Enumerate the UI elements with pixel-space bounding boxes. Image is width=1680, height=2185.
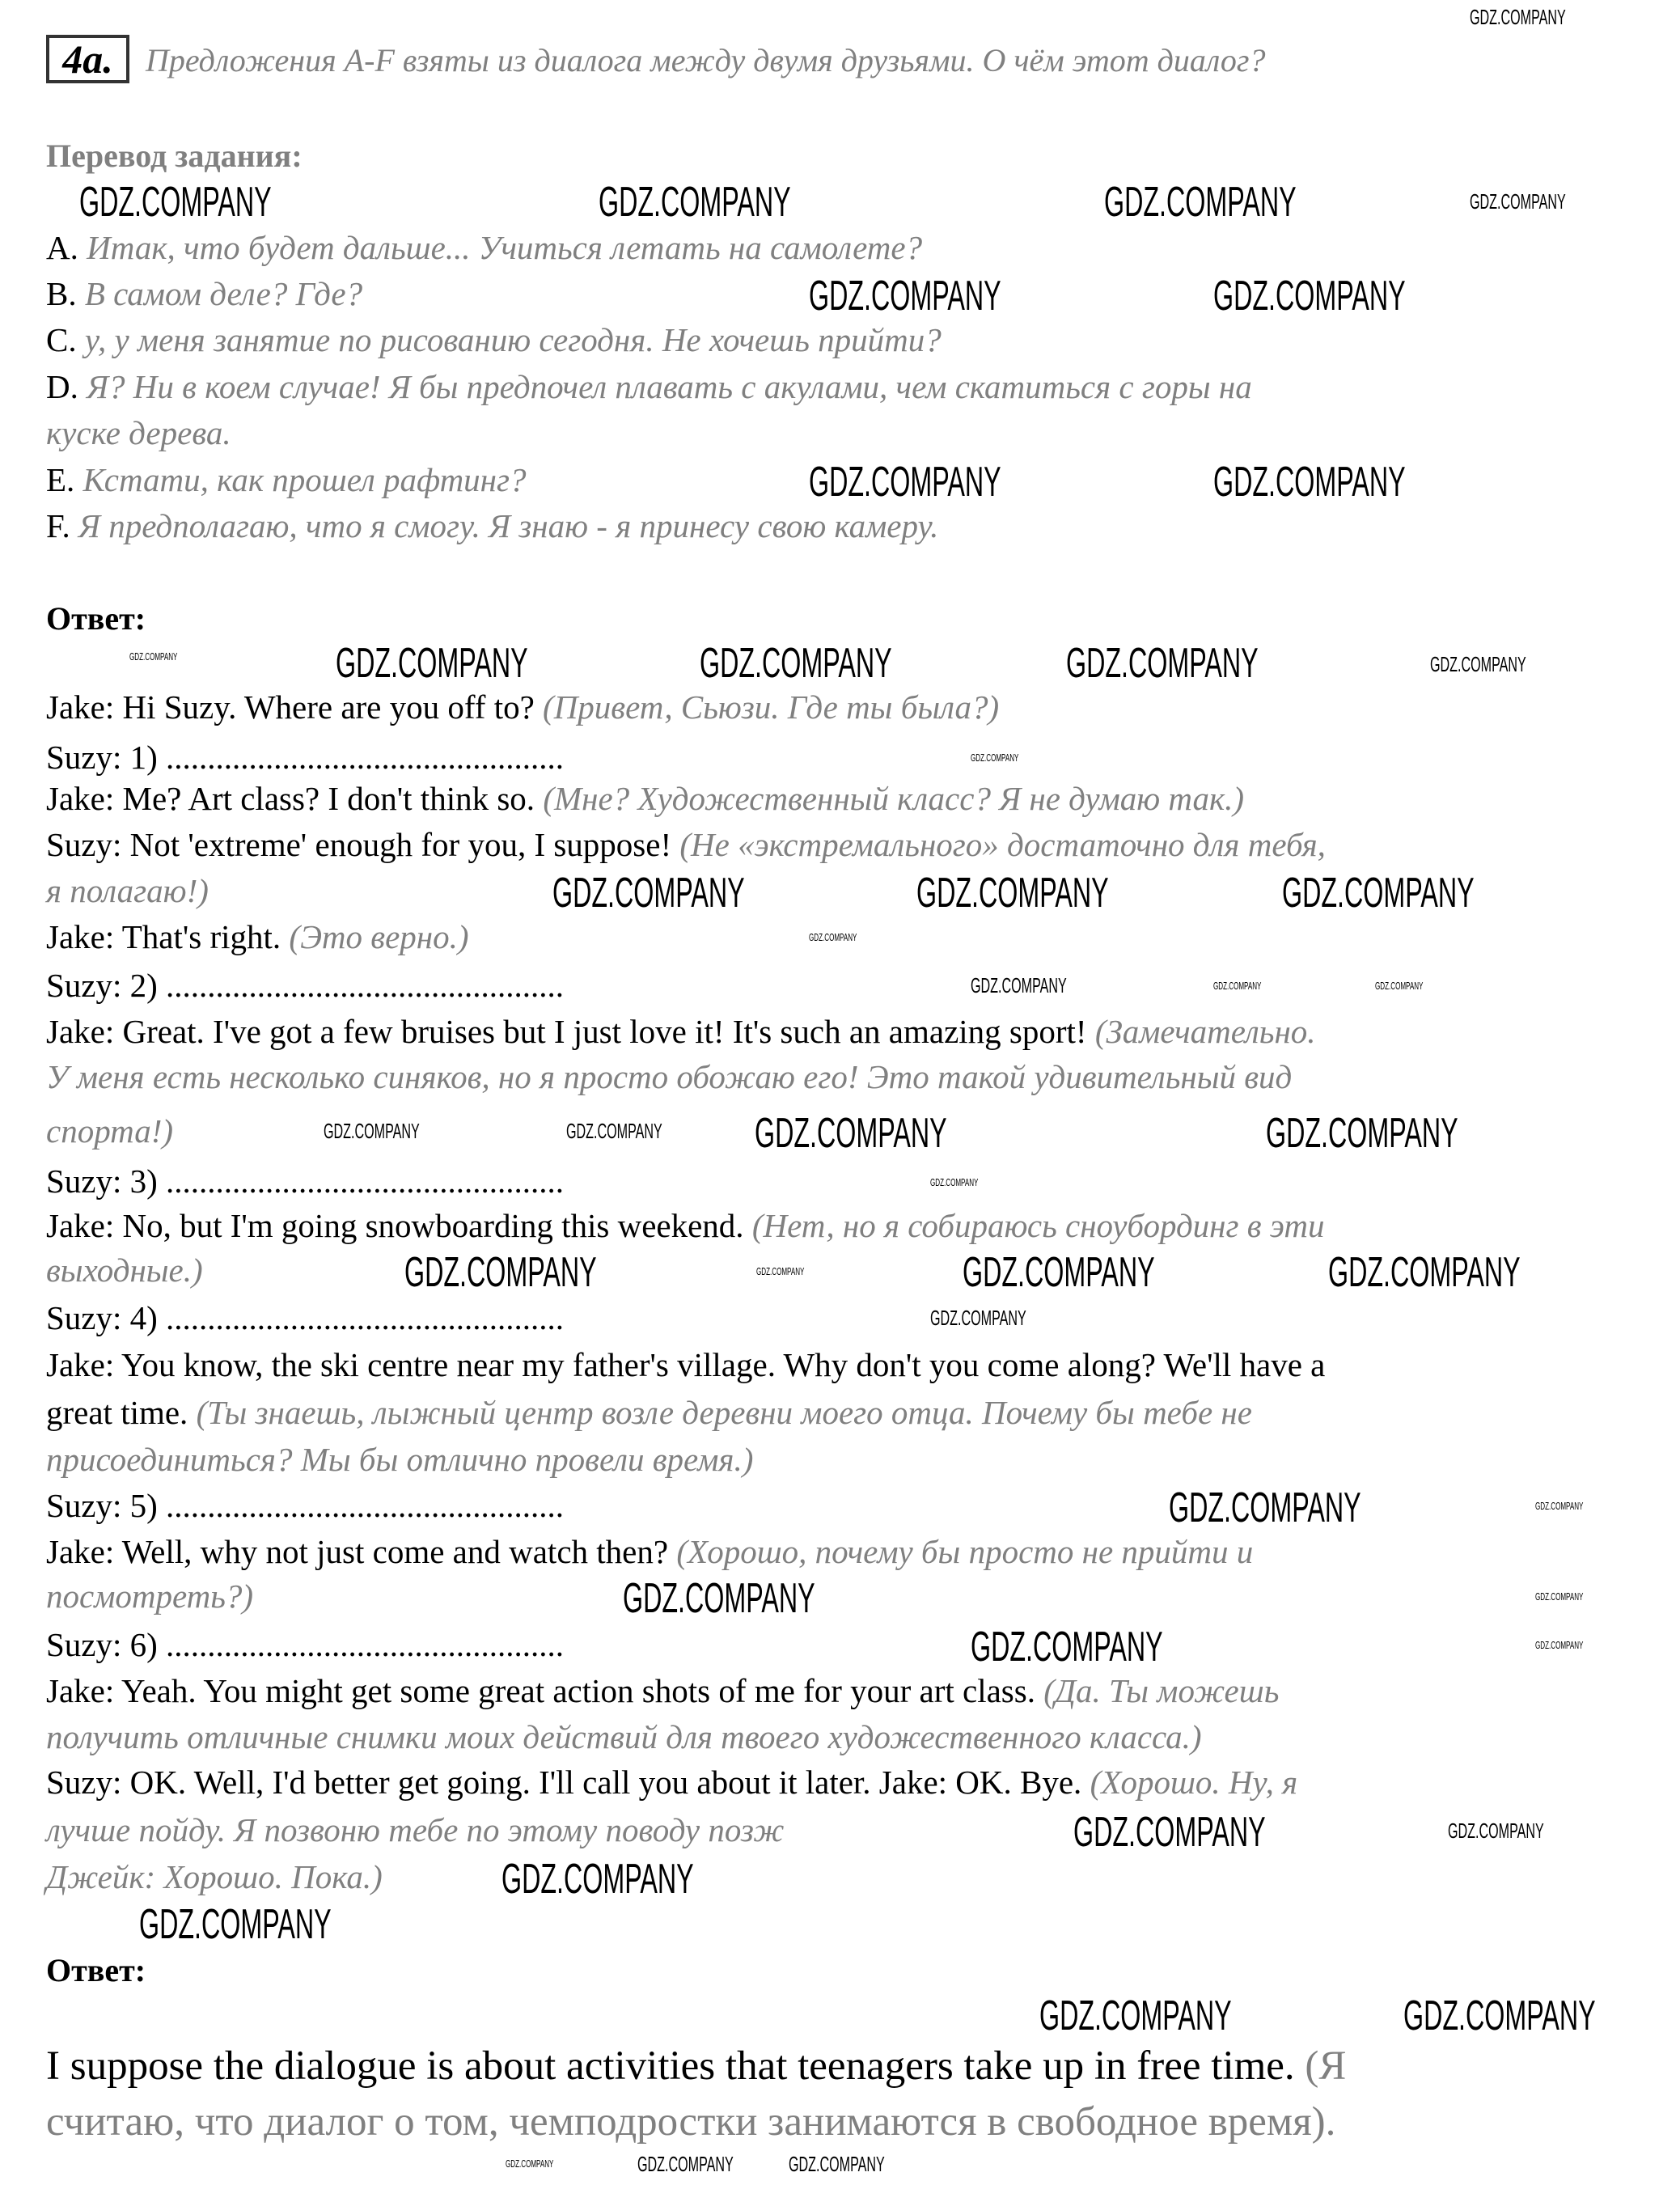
watermark: GDZ.COMPANY (1448, 1819, 1544, 1843)
dialogue-english: Jake: Me? Art class? I don't think so. (46, 780, 535, 817)
option-text: куске дерева. (46, 414, 231, 451)
translation-heading: Перевод задания: (46, 138, 303, 174)
watermark: GDZ.COMPANY (404, 1249, 597, 1296)
option-text: Кстати, как прошел рафтинг? (83, 461, 527, 498)
option-e (46, 459, 527, 500)
dialogue-line (46, 1671, 1279, 1711)
final-answer-heading: Ответ: (46, 1952, 146, 1988)
dialogue-line (46, 778, 1244, 819)
option-text: у, у меня занятие по рисованию сегодня. Не хочешь прийти? (84, 321, 942, 358)
watermark: GDZ.COMPANY (809, 459, 1001, 506)
watermark: GDZ.COMPANY (1039, 1992, 1232, 2039)
watermark: GDZ.COMPANY (1535, 1639, 1584, 1651)
dialogue-line (46, 965, 564, 1006)
watermark: GDZ.COMPANY (809, 931, 857, 943)
watermark: GDZ.COMPANY (1213, 980, 1262, 992)
final-answer-ru-start: (Я (1305, 2043, 1347, 2089)
dialogue-line (46, 1717, 1202, 1757)
dialogue-line (46, 1531, 1253, 1572)
watermark: GDZ.COMPANY (700, 640, 892, 687)
dialogue-english: Jake: Hi Suzy. Where are you off to? (46, 688, 535, 726)
dialogue-translation: спорта!) (46, 1112, 174, 1150)
watermark: GDZ.COMPANY (336, 640, 528, 687)
option-cont (46, 413, 231, 453)
dialogue-line (46, 1161, 564, 1201)
watermark: GDZ.COMPANY (916, 870, 1109, 917)
dialogue-line (46, 1624, 564, 1665)
option-letter: C. (46, 321, 77, 358)
dialogue-line (46, 1485, 564, 1526)
dialogue-line (46, 1392, 1252, 1433)
dialogue-english: Suzy: 2) ................................................ (46, 967, 565, 1004)
final-answer-line-1 (46, 2042, 1346, 2090)
dialogue-english: Suzy: Not 'extreme' enough for you, I suppose! (46, 826, 672, 863)
dialogue-line (46, 1344, 1325, 1385)
watermark: GDZ.COMPANY (506, 2157, 554, 2170)
dialogue-translation: присоединиться? Мы бы отлично провели время.) (46, 1441, 754, 1478)
watermark: GDZ.COMPANY (1470, 189, 1566, 214)
watermark: GDZ.COMPANY (809, 273, 1001, 320)
dialogue-translation: посмотреть?) (46, 1577, 254, 1615)
watermark: GDZ.COMPANY (637, 2152, 734, 2176)
dialogue-line (46, 824, 1326, 865)
dialogue-line (46, 870, 209, 911)
option-letter: E. (46, 461, 75, 498)
watermark: GDZ.COMPANY (129, 650, 178, 663)
option-letter: D. (46, 368, 78, 405)
watermark: GDZ.COMPANY (1266, 1110, 1458, 1157)
watermark: GDZ.COMPANY (1430, 652, 1526, 676)
watermark: GDZ.COMPANY (552, 870, 745, 917)
dialogue-translation: (Привет, Сьюзи. Где ты была?) (543, 688, 1000, 726)
dialogue-english: Suzy: 3) ................................................ (46, 1162, 565, 1200)
dialogue-translation: я полагаю!) (46, 872, 209, 909)
option-c (46, 320, 942, 360)
watermark: GDZ.COMPANY (930, 1176, 979, 1188)
dialogue-english: Jake: That's right. (46, 918, 281, 955)
dialogue-english: Jake: Well, why not just come and watch then? (46, 1533, 669, 1570)
dialogue-line (46, 1205, 1324, 1246)
watermark: GDZ.COMPANY (566, 1119, 662, 1143)
watermark: GDZ.COMPANY (930, 1306, 1026, 1330)
option-letter: F. (46, 507, 70, 544)
dialogue-translation: (Не «экстремального» достаточно для тебя, (679, 826, 1326, 863)
option-text: Итак, что будет дальше... Учиться летать на самолете? (87, 229, 923, 266)
task-instruction: Предложения A-F взяты из диалога между двумя друзьями. О чём этот диалог? (146, 42, 1266, 78)
answer-heading: Ответ: (46, 600, 146, 637)
dialogue-english: Jake: You know, the ski centre near my father's village. Why don't you come along? We'll have a (46, 1346, 1326, 1383)
dialogue-english: Suzy: 1) ................................................ (46, 739, 565, 776)
final-answer-en: I suppose the dialogue is about activities that teenagers take up in free time. (46, 2043, 1295, 2089)
option-text: В самом деле? Где? (84, 275, 363, 312)
option-text: Я предполагаю, что я смогу. Я знаю - я принесу свою камеру. (78, 507, 939, 544)
watermark: GDZ.COMPANY (971, 1624, 1163, 1671)
watermark: GDZ.COMPANY (1535, 1500, 1584, 1512)
dialogue-english: Suzy: 5) ................................................ (46, 1487, 565, 1524)
dialogue-translation: (Ты знаешь, лыжный центр возле деревни моего отца. Почему бы тебе не (196, 1394, 1252, 1431)
watermark: GDZ.COMPANY (1213, 459, 1406, 506)
dialogue-translation: (Это верно.) (289, 918, 469, 955)
task-number-box (46, 35, 129, 83)
dialogue-line (46, 1810, 784, 1850)
dialogue-line (46, 1439, 753, 1480)
watermark: GDZ.COMPANY (963, 1249, 1155, 1296)
watermark: GDZ.COMPANY (1535, 1590, 1584, 1603)
option-letter: A. (46, 229, 78, 266)
dialogue-line (46, 737, 564, 777)
option-f (46, 506, 938, 546)
watermark: GDZ.COMPANY (79, 179, 272, 226)
dialogue-line (46, 1576, 253, 1616)
dialogue-translation: лучше пойду. Я позвоню тебе по этому поводу позж (46, 1811, 785, 1848)
watermark: GDZ.COMPANY (1104, 179, 1297, 226)
dialogue-line (46, 1011, 1316, 1052)
dialogue-line (46, 1111, 173, 1151)
dialogue-english: Suzy: 6) ................................................ (46, 1626, 565, 1663)
watermark: GDZ.COMPANY (1375, 980, 1424, 992)
dialogue-translation: (Хорошо. Ну, я (1090, 1764, 1298, 1801)
watermark: GDZ.COMPANY (971, 973, 1067, 997)
option-a (46, 227, 922, 268)
dialogue-translation: (Нет, но я собираюсь сноубординг в эти (751, 1207, 1325, 1244)
dialogue-translation: получить отличные снимки моих действий для твоего художественного класса.) (46, 1718, 1202, 1755)
watermark: GDZ.COMPANY (501, 1856, 694, 1903)
watermark: GDZ.COMPANY (324, 1119, 420, 1143)
task-number: 4a. (62, 36, 113, 82)
final-answer-ru: считаю, что диалог о том, чемподростки занимаются в свободное время). (46, 2099, 1336, 2145)
watermark: GDZ.COMPANY (789, 2152, 885, 2176)
option-d (46, 366, 1252, 407)
dialogue-english: Jake: No, but I'm going snowboarding this weekend. (46, 1207, 744, 1244)
watermark: GDZ.COMPANY (599, 179, 791, 226)
dialogue-line (46, 917, 469, 957)
dialogue-line (46, 1057, 1292, 1097)
option-letter: B. (46, 275, 77, 312)
option-b (46, 273, 362, 314)
watermark: GDZ.COMPANY (1403, 1992, 1596, 2039)
dialogue-translation: Джейк: Хорошо. Пока.) (46, 1858, 383, 1895)
dialogue-translation: У меня есть несколько синяков, но я просто обожаю его! Это такой удивительный вид (46, 1058, 1293, 1095)
watermark: GDZ.COMPANY (755, 1110, 947, 1157)
watermark: GDZ.COMPANY (1282, 870, 1475, 917)
watermark: GDZ.COMPANY (139, 1901, 332, 1948)
watermark: GDZ.COMPANY (756, 1265, 805, 1277)
dialogue-line (46, 1762, 1297, 1802)
watermark: GDZ.COMPANY (623, 1575, 815, 1622)
dialogue-translation: (Замечательно. (1094, 1013, 1316, 1050)
dialogue-english: Suzy: OK. Well, I'd better get going. I'll call you about it later. Jake: OK. Bye. (46, 1764, 1082, 1801)
dialogue-line (46, 1298, 564, 1338)
watermark: GDZ.COMPANY (1066, 640, 1259, 687)
watermark: GDZ.COMPANY (1213, 273, 1406, 320)
option-text: Я? Ни в коем случае! Я бы предпочел плавать с акулами, чем скатиться с горы на (87, 368, 1252, 405)
dialogue-translation: (Да. Ты можешь (1043, 1672, 1280, 1709)
dialogue-translation: (Хорошо, почему бы просто не прийти и (676, 1533, 1254, 1570)
dialogue-english: Jake: Great. I've got a few bruises but I just love it! It's such an amazing sport! (46, 1013, 1087, 1050)
dialogue-line (46, 687, 999, 727)
dialogue-line (46, 1250, 203, 1290)
watermark: GDZ.COMPANY (1169, 1484, 1361, 1531)
dialogue-english: Suzy: 4) ................................................ (46, 1299, 565, 1336)
dialogue-english: great time. (46, 1394, 188, 1431)
watermark: GDZ.COMPANY (1073, 1809, 1266, 1856)
dialogue-line (46, 1857, 383, 1897)
dialogue-translation: (Мне? Художественный класс? Я не думаю так.) (543, 780, 1245, 817)
watermark: GDZ.COMPANY (971, 752, 1019, 764)
dialogue-english: Jake: Yeah. You might get some great action shots of me for your art class. (46, 1672, 1035, 1709)
dialogue-translation: выходные.) (46, 1251, 203, 1289)
watermark: GDZ.COMPANY (1328, 1249, 1521, 1296)
watermark: GDZ.COMPANY (1470, 5, 1566, 29)
